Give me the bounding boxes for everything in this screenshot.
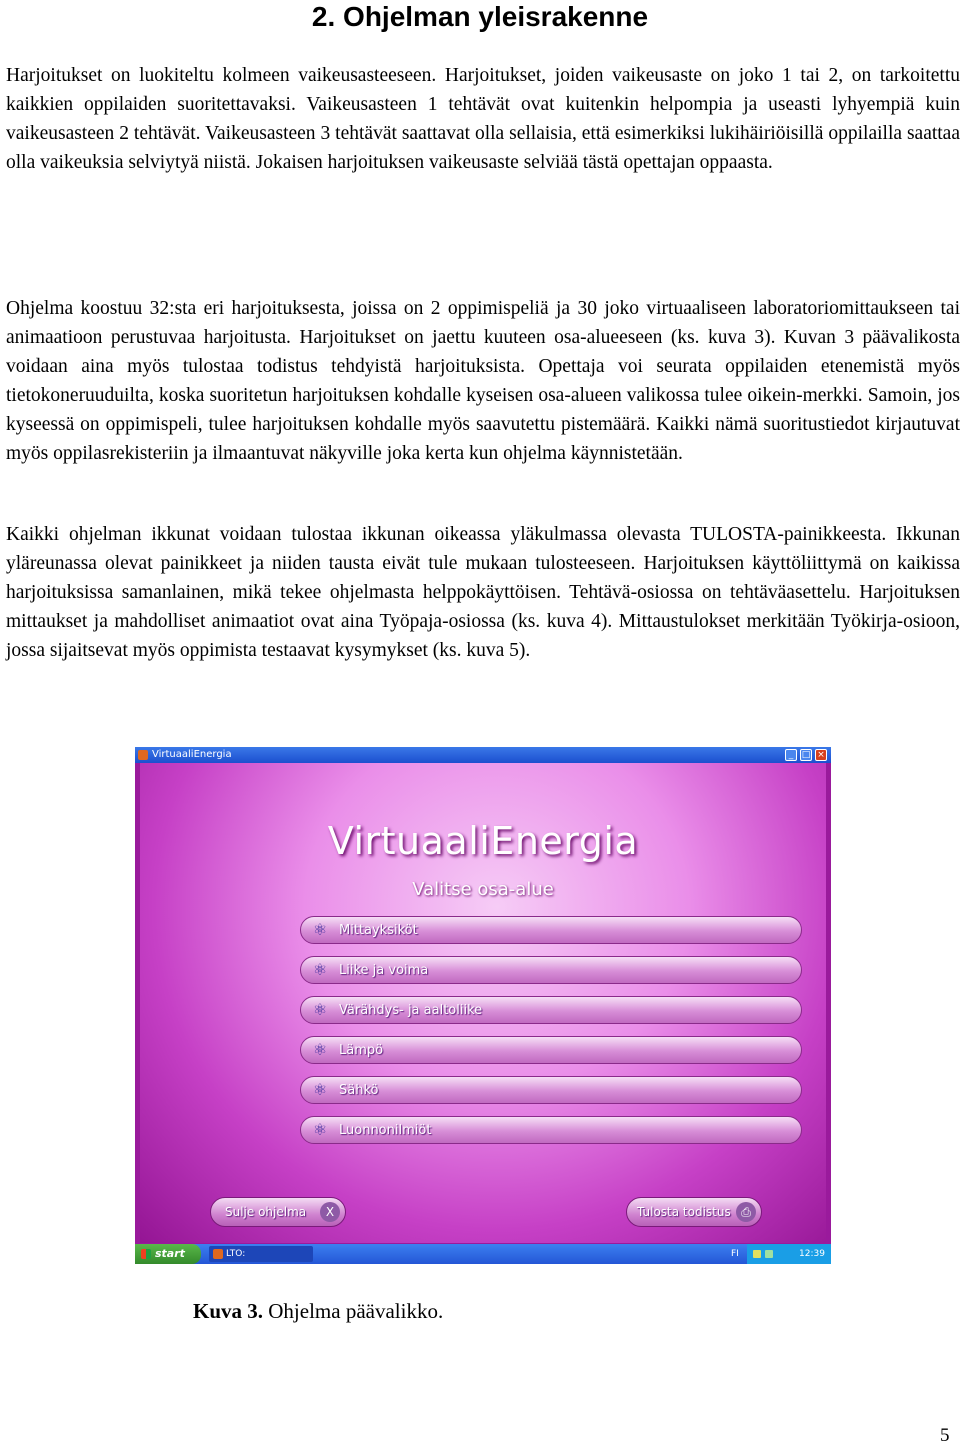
app-icon xyxy=(138,750,148,760)
menu-item-label: Mittayksiköt xyxy=(339,923,418,938)
menu-item-varahdys-ja-aaltoliike[interactable] xyxy=(300,996,802,1024)
language-indicator[interactable]: FI xyxy=(731,1249,739,1259)
app-screen xyxy=(140,763,826,1243)
system-tray xyxy=(747,1244,831,1264)
page-number: 5 xyxy=(940,1425,950,1446)
atom-icon: ⚛ xyxy=(312,920,328,939)
taskbar xyxy=(135,1244,831,1275)
tray-icon[interactable] xyxy=(753,1250,761,1258)
print-certificate-button[interactable] xyxy=(626,1197,762,1227)
maximize-icon[interactable]: □ xyxy=(801,750,811,760)
atom-icon: ⚛ xyxy=(312,1080,328,1099)
print-icon: ⎙ xyxy=(736,1202,756,1222)
minimize-icon[interactable]: _ xyxy=(785,749,797,761)
menu-item-liike-ja-voima[interactable] xyxy=(300,956,802,984)
paragraph-printing-and-ui: Kaikki ohjelman ikkunat voidaan tulostaa ikkunan oikeassa yläkulmassa olevasta TULOSTA-painikkeesta. Ikkunan yläreunassa olevat painikkeet ja niiden tausta eivät tule mukaan tulosteeseen. Harjoituksen käyttöliittymä on kaikissa harjoituksissa samanlainen, mikä tekee ohjelmasta helppokäyttöisen. Tehtävä-osiossa on tehtäväasettelu. Harjoituksen mittaukset ja mahdolliset animaatiot ovat aina Työpaja-osiossa (ks. kuva 4). Mittaustulokset merkitään Työkirja-osioon, jossa sijaitsevat myös oppimista testaavat kysymykset (ks. kuva 5). xyxy=(6,524,960,661)
main-menu-screenshot xyxy=(135,747,831,1275)
close-program-button[interactable] xyxy=(210,1197,346,1227)
close-icon: X xyxy=(320,1202,340,1222)
menu-item-label: Liike ja voima xyxy=(339,963,429,978)
menu-item-mittayksikot[interactable] xyxy=(300,916,802,944)
start-button[interactable] xyxy=(135,1244,201,1264)
menu-item-sahko[interactable] xyxy=(300,1076,802,1104)
paragraph-program-structure: Ohjelma koostuu 32:sta eri harjoituksesta, joissa on 2 oppimispeliä ja 30 joko virtuaaliseen laboratoriomittaukseen tai animaatioon perustuvaa harjoitusta. Harjoitukset on jaettu kuuteen osa-alueeseen (ks. kuva 3). Kuvan 3 päävalikosta voidaan aina myös tulostaa todistus tehdyistä harjoituksista. Opettaja voi seurata oppilaiden etenemistä myös tietokoneruuduilta, koska suoritetun harjoituksen kohdalle kyseisen osa-alueen valikossa tulee oikein-merkki. Samoin, jos kyseessä on oppimispeli, tulee harjoituksen kohdalle myös saavutettu pistemäärä. Kaikki nämä suoritustiedot kirjautuvat myös oppilasrekisteriin ja ilmaantuvat näkyville joka kerta kun ohjelma käynnistetään. xyxy=(6,298,960,464)
atom-icon: ⚛ xyxy=(312,1040,328,1059)
taskbar-item-virtuaalienergia[interactable] xyxy=(209,1246,313,1275)
window-title: VirtuaaliEnergia xyxy=(152,749,232,760)
app-title: VirtuaaliEnergia xyxy=(327,819,639,863)
tray-icon[interactable] xyxy=(765,1250,773,1258)
clock: 12:39 xyxy=(799,1249,825,1259)
atom-icon: ⚛ xyxy=(312,960,328,979)
atom-icon: ⚛ xyxy=(312,1000,328,1019)
menu-item-lampo[interactable] xyxy=(300,1036,802,1064)
print-certificate-label: Tulosta todistus xyxy=(637,1205,731,1219)
menu-item-label: Sähkö xyxy=(339,1083,379,1098)
windows-logo-icon xyxy=(141,1249,151,1259)
app-icon xyxy=(213,1249,223,1259)
close-program-label: Sulje ohjelma xyxy=(225,1205,307,1219)
caption-label: Kuva 3. xyxy=(193,1299,264,1323)
atom-icon: ⚛ xyxy=(312,1120,328,1139)
figure-caption xyxy=(193,1296,443,1326)
menu-item-luonnonilmiot[interactable] xyxy=(300,1116,802,1144)
menu-item-label: Lämpö xyxy=(339,1043,384,1058)
menu-item-label: Luonnonilmiöt xyxy=(339,1123,432,1138)
paragraph-difficulty-levels: Harjoitukset on luokiteltu kolmeen vaikeusasteeseen. Harjoitukset, joiden vaikeusaste on joko 1 tai 2, on tarkoitettu kaikkien oppilaiden suoritettavaksi. Vaikeusasteen 1 tehtävät ovat kuitenkin helpompia ja useasti lyhyempiä kuin vaikeusasteen 2 tehtävät. Vaikeusasteen 3 tehtävät saattavat olla sellaisia, että esimerkiksi lukihäiriöisillä oppilailla saattaa olla vaikeuksia selviytyä niistä. Jokaisen harjoituksen vaikeusaste selviää tästä opettajan oppaasta. xyxy=(6,65,960,173)
taskbar-item-label: LTO: VirtuaaliEnergia xyxy=(226,1249,298,1275)
menu-item-label: Värähdys- ja aaltoliike xyxy=(339,1003,483,1018)
close-window-icon[interactable]: × xyxy=(815,749,827,761)
start-label: start xyxy=(155,1247,185,1260)
caption-text: Ohjelma päävalikko. xyxy=(263,1299,444,1323)
app-subtitle: Valitse osa-alue xyxy=(412,879,554,900)
page-heading: 2. Ohjelman yleisrakenne xyxy=(311,1,649,32)
window-titlebar xyxy=(135,747,831,763)
